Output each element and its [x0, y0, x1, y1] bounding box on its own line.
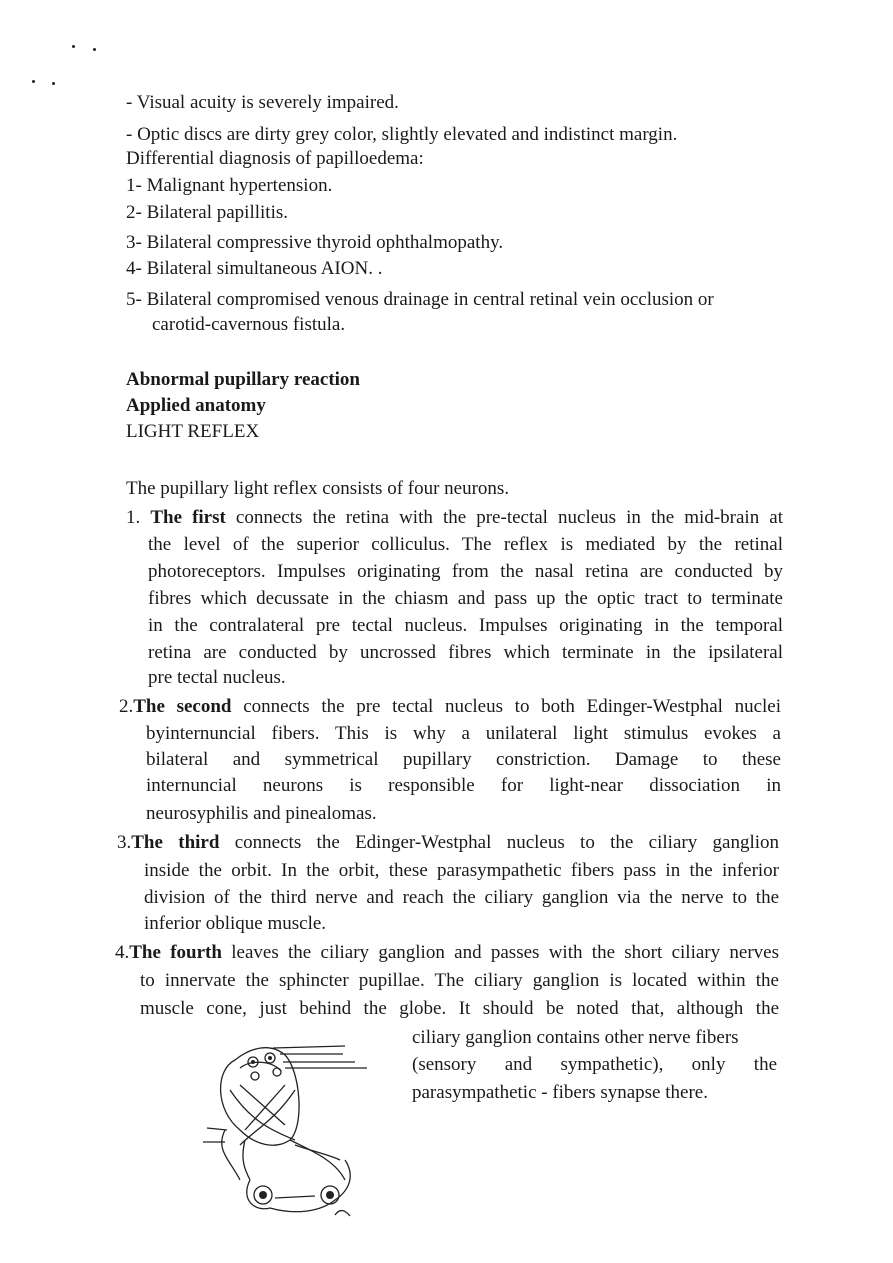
neuron-line: photoreceptors. Impulses originating from the nasal retina are conducted by	[148, 561, 783, 582]
neuron-3-body	[144, 860, 779, 909]
section-topic: LIGHT REFLEX	[126, 421, 260, 442]
differential-item	[126, 202, 288, 224]
neuron-line: connects the pre tectal nucleus to both Edinger-Westphal nuclei	[243, 696, 781, 717]
neuron-4-body	[140, 970, 779, 1020]
neuron-line: the level of the superior colliculus. The reflex is mediated by the retinal	[148, 534, 783, 555]
scan-speck	[93, 48, 96, 51]
neuron-line: leaves the ciliary ganglion and passes with the short ciliary nerves	[231, 942, 779, 963]
neuron-line: to innervate the sphincter pupillae. The ciliary ganglion is located within the	[140, 970, 779, 991]
scan-speck	[72, 45, 75, 48]
neuron-label: The third	[131, 832, 220, 853]
neuron-number: 2.	[119, 696, 134, 717]
neuron-line: inferior oblique muscle.	[144, 913, 327, 934]
neuron-line: connects the retina with the pre-tectal nucleus in the mid-brain at	[235, 507, 783, 528]
symptom-visual-acuity: - Visual acuity is severely impaired.	[126, 92, 399, 113]
item-number: 1-	[126, 175, 142, 196]
neuron-line: internuncial neurons is responsible for light-near dissociation in	[146, 775, 781, 796]
neuron-label: The fourth	[129, 942, 222, 963]
item-number: 4-	[126, 258, 142, 279]
neuron-line: bilateral and symmetrical pupillary constriction. Damage to these	[146, 749, 781, 770]
differential-item	[126, 232, 503, 254]
neuron-line: fibres which decussate in the chiasm and pass up the optic tract to terminate	[148, 588, 783, 609]
neuron-line: retina are conducted by uncrossed fibres which terminate in the ipsilateral	[148, 642, 783, 663]
neuron-number: 4.	[115, 942, 130, 963]
neuron-1-body	[148, 534, 783, 669]
neuron-line: division of the third nerve and reach the ciliary ganglion via the nerve to the	[144, 887, 779, 908]
differential-title: Differential diagnosis of papilloedema:	[126, 148, 424, 169]
neuron-line: byinternuncial fibers. This is why a unilateral light stimulus evokes a	[146, 723, 781, 744]
item-number: 3-	[126, 232, 142, 253]
neuron-line: muscle cone, just behind the globe. It should be noted that, although the	[140, 998, 779, 1019]
item-number: 5-	[126, 289, 142, 310]
intro-text: The pupillary light reflex consists of four neurons.	[126, 478, 510, 499]
item-number: 2-	[126, 202, 142, 223]
neuron-line: parasympathetic - fibers synapse there.	[412, 1082, 708, 1103]
scan-speck	[52, 82, 55, 85]
neuron-line: ciliary ganglion contains other nerve fibers	[412, 1027, 739, 1048]
neuron-line: connects the Edinger-Westphal nucleus to the ciliary ganglion	[234, 832, 779, 853]
differential-item	[126, 175, 332, 197]
item-text: Bilateral simultaneous AION. .	[146, 258, 383, 279]
item-text: Bilateral compromised venous drainage in central retinal vein occlusion or	[146, 289, 714, 310]
neuron-line: in the contralateral pre tectal nucleus. Impulses originating in the temporal	[148, 615, 783, 636]
differential-item	[126, 258, 382, 280]
neuron-line: inside the orbit. In the orbit, these parasympathetic fibers pass in the inferior	[144, 860, 779, 881]
neuron-4-paragraph	[115, 942, 779, 964]
scan-speck	[32, 80, 35, 83]
neuron-2-paragraph	[119, 696, 781, 718]
neuron-line: neurosyphilis and pinealomas.	[146, 803, 377, 824]
item-text: Malignant hypertension.	[146, 175, 333, 196]
neuron-number: 1.	[126, 507, 141, 528]
neuron-label: The first	[150, 507, 226, 528]
section-heading: Abnormal pupillary reaction	[126, 369, 360, 390]
differential-item-continuation: carotid-cavernous fistula.	[152, 314, 346, 335]
neuron-line: (sensory and sympathetic), only the	[412, 1054, 777, 1075]
item-text: Bilateral papillitis.	[146, 202, 288, 223]
neuron-2-body	[146, 723, 781, 801]
neuron-line: pre tectal nucleus.	[148, 667, 286, 688]
neuron-1-paragraph	[126, 507, 783, 529]
item-text: Bilateral compressive thyroid ophthalmopathy.	[146, 232, 504, 253]
section-subheading: Applied anatomy	[126, 395, 266, 416]
symptom-optic-discs: - Optic discs are dirty grey color, slightly elevated and indistinct margin.	[126, 124, 678, 145]
differential-item	[126, 289, 714, 311]
neuron-number: 3.	[117, 832, 132, 853]
neuron-label: The second	[133, 696, 232, 717]
neuron-3-paragraph	[117, 832, 779, 854]
neuron-4-wrap	[412, 1054, 777, 1076]
pupillary-light-reflex-pathway-diagram-icon	[195, 1030, 395, 1220]
